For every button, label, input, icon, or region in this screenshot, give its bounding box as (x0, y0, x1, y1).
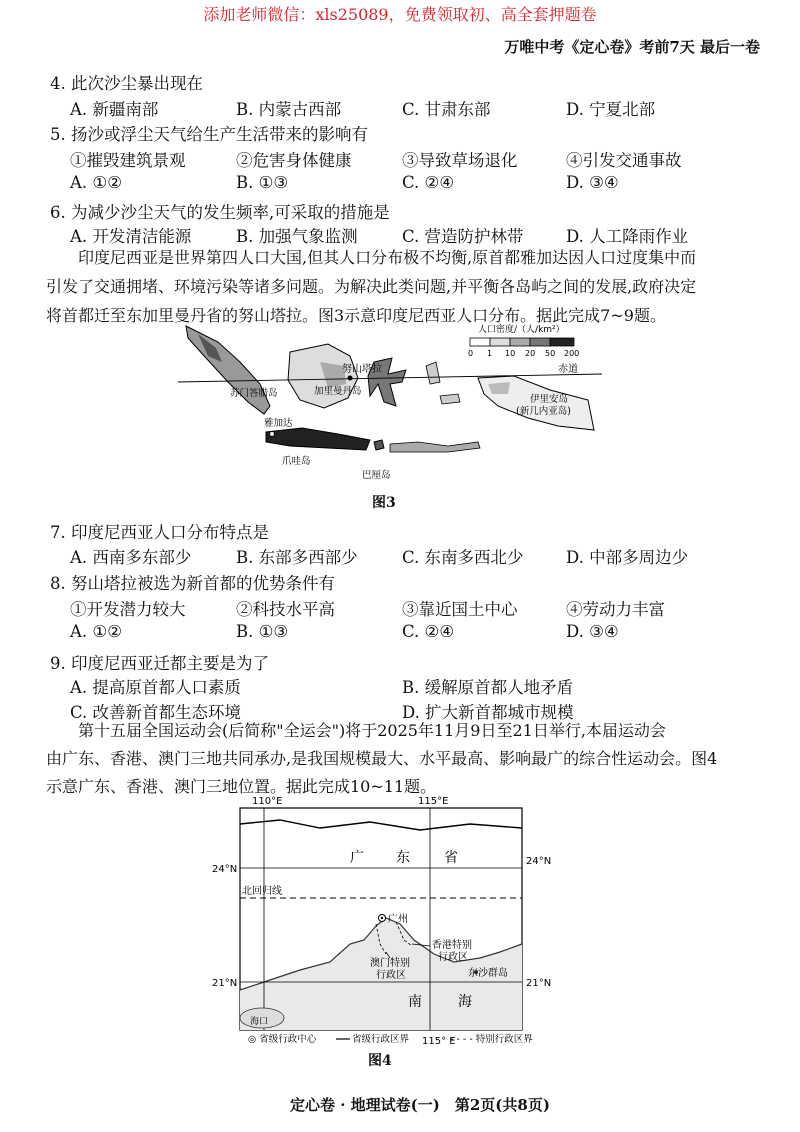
nusantara-label: 努山塔拉 (342, 364, 382, 375)
equator-label: 赤道 (558, 364, 578, 375)
legend-swatch (510, 338, 530, 346)
hongkong-label-2: 行政区 (438, 952, 468, 963)
lon-115-bottom-label: 115° E (422, 1036, 456, 1047)
figure-3-indonesia-map (178, 322, 602, 490)
nusantara-marker (348, 376, 353, 381)
q5-option-b: B. ①③ (236, 173, 289, 192)
q6-option-a: A. 开发清洁能源 (70, 227, 192, 246)
promo-banner: 添加老师微信：xls25089，免费领取初、高全套押题卷 (203, 5, 597, 24)
q8-stem: 8. 努山塔拉被选为新首都的优势条件有 (50, 574, 335, 593)
tropic-label: 北回归线 (242, 886, 282, 897)
lesser-sunda-islands (390, 442, 480, 452)
lat-24-right-label: 24°N (526, 856, 552, 867)
q9-option-d: D. 扩大新首都城市规模 (402, 703, 574, 722)
q4-option-d: D. 宁夏北部 (566, 100, 656, 119)
legend-tick: 20 (525, 349, 536, 358)
fig3-legend-title: 人口密度/（人/km²） (478, 325, 565, 335)
sumatra-island (186, 326, 270, 414)
q5-stmt-4: ④引发交通事故 (566, 151, 682, 170)
q8-stmt-4: ④劳动力丰富 (566, 600, 665, 619)
legend-swatch (530, 338, 550, 346)
q6-option-d: D. 人工降雨作业 (566, 227, 689, 246)
q9-option-a: A. 提高原首都人口素质 (70, 678, 241, 697)
passage2-line: 由广东、香港、澳门三地共同承办,是我国规模最大、水平最高、影响最广的综合性运动会。图4 (46, 749, 718, 768)
bali-label: 巴厘岛 (362, 470, 391, 481)
maluku-island (426, 362, 440, 384)
passage-indonesia (46, 243, 758, 330)
q7-option-a: A. 西南多东部少 (70, 548, 192, 567)
q4-option-a: A. 新疆南部 (70, 100, 159, 119)
guangzhou-marker-dot (381, 917, 383, 919)
q5-stmt-1: ①摧毁建筑景观 (70, 151, 186, 170)
jakarta-label: 雅加达 (264, 418, 293, 429)
legend-tick: 1 (487, 349, 493, 358)
legend-sar: - - - - 特别行政区界 (450, 1034, 533, 1045)
guangdong-char-1: 广 (350, 850, 364, 866)
figure-4-guangdong-map (200, 794, 560, 1048)
guangzhou-label: 广州 (388, 914, 408, 925)
south-sea-char-2: 海 (458, 994, 472, 1010)
q5-stmt-2: ②危害身体健康 (236, 151, 352, 170)
passage2-line: 第十五届全国运动会(后简称"全运会")将于2025年11月9日至21日举行,本届运动会 (78, 721, 666, 740)
papua-label: 伊里安岛 (530, 394, 569, 405)
series-title: 万唯中考《定心卷》考前7天 最后一卷 (504, 38, 760, 56)
haikou-label: 海口 (250, 1017, 269, 1027)
legend-tick: 200 (564, 349, 580, 358)
legend-swatch (550, 338, 574, 346)
q4-stem: 4. 此次沙尘暴出现在 (50, 74, 203, 93)
q5-option-a: A. ①② (70, 173, 122, 192)
dongsha-label: 东沙群岛 (468, 968, 508, 979)
figure-3-caption: 图3 (372, 495, 396, 511)
papua-shade (488, 382, 510, 394)
maluku-island (440, 394, 460, 404)
figure-4-caption: 图4 (368, 1053, 392, 1069)
q8-option-a: A. ①② (70, 622, 122, 641)
jakarta-marker (270, 432, 275, 437)
q8-stmt-2: ②科技水平高 (236, 600, 335, 619)
q8-stmt-3: ③靠近国土中心 (402, 600, 518, 619)
passage1-line: 印度尼西亚是世界第四人口大国,但其人口分布极不均衡,原首都雅加达因人口过度集中而 (78, 248, 697, 267)
passage1-line: 将首都迁至东加里曼丹省的努山塔拉。图3示意印度尼西亚人口分布。据此完成7~9题。 (46, 306, 666, 325)
lat-21-left-label: 21°N (212, 978, 238, 989)
kalimantan-island (288, 344, 358, 408)
q9-stem: 9. 印度尼西亚迁都主要是为了 (50, 654, 269, 673)
java-island (266, 428, 370, 450)
q7-option-b: B. 东部多西部少 (236, 548, 358, 567)
new-guinea-label: (新几内亚岛) (516, 406, 571, 417)
legend-tick: 10 (505, 349, 516, 358)
bali-island (374, 440, 384, 450)
lon-115-label: 115°E (418, 796, 449, 807)
legend-tick: 50 (545, 349, 556, 358)
page-footer: 定心卷 · 地理试卷(一) 第2页(共8页) (290, 1096, 550, 1114)
q9-option-b: B. 缓解原首都人地矛盾 (402, 678, 574, 697)
q8-stmt-1: ①开发潜力较大 (70, 600, 186, 619)
q4-option-b: B. 内蒙古西部 (236, 100, 342, 119)
macau-label-1: 澳门特别 (370, 958, 410, 969)
legend-swatch (490, 338, 510, 346)
q6-option-b: B. 加强气象监测 (236, 227, 358, 246)
q4-option-c: C. 甘肃东部 (402, 100, 491, 119)
lon-110-label: 110°E (252, 796, 283, 807)
legend-tick: 0 (468, 349, 474, 358)
passage-national-games (46, 717, 758, 801)
legend-provincial: 省级行政区界 (352, 1034, 410, 1045)
guangdong-char-2: 东 (396, 850, 410, 866)
q5-stmt-3: ③导致草场退化 (402, 151, 518, 170)
q7-option-c: C. 东南多西北少 (402, 548, 524, 567)
q9-option-c: C. 改善新首都生态环境 (70, 703, 242, 722)
q7-option-d: D. 中部多周边少 (566, 548, 689, 567)
q8-option-d: D. ③④ (566, 622, 619, 641)
passage1-line: 引发了交通拥堵、环境污染等诸多问题。为解决此类问题,并平衡各岛屿之间的发展,政府决定 (46, 277, 697, 296)
q5-stem: 5. 扬沙或浮尘天气给生产生活带来的影响有 (50, 125, 368, 144)
q8-option-b: B. ①③ (236, 622, 289, 641)
q7-stem: 7. 印度尼西亚人口分布特点是 (50, 523, 269, 542)
south-sea-char-1: 南 (408, 994, 422, 1010)
macau-label-2: 行政区 (376, 970, 406, 981)
sumatra-label: 苏门答腊岛 (230, 388, 278, 399)
q5-option-c: C. ②④ (402, 173, 455, 192)
java-label: 爪哇岛 (282, 456, 311, 467)
guangdong-char-3: 省 (444, 850, 458, 866)
legend-capital: ◎ 省级行政中心 (248, 1034, 317, 1045)
q5-option-d: D. ③④ (566, 173, 619, 192)
hongkong-label-1: 香港特别 (432, 940, 472, 951)
q8-option-c: C. ②④ (402, 622, 455, 641)
passage2-line: 示意广东、香港、澳门三地位置。据此完成10~11题。 (46, 777, 437, 796)
kalimantan-label: 加里曼丹岛 (314, 386, 362, 397)
legend-swatch (470, 338, 490, 346)
lat-24-left-label: 24°N (212, 864, 238, 875)
q6-option-c: C. 营造防护林带 (402, 227, 524, 246)
q6-stem: 6. 为减少沙尘天气的发生频率,可采取的措施是 (50, 203, 390, 222)
lat-21-right-label: 21°N (526, 978, 552, 989)
